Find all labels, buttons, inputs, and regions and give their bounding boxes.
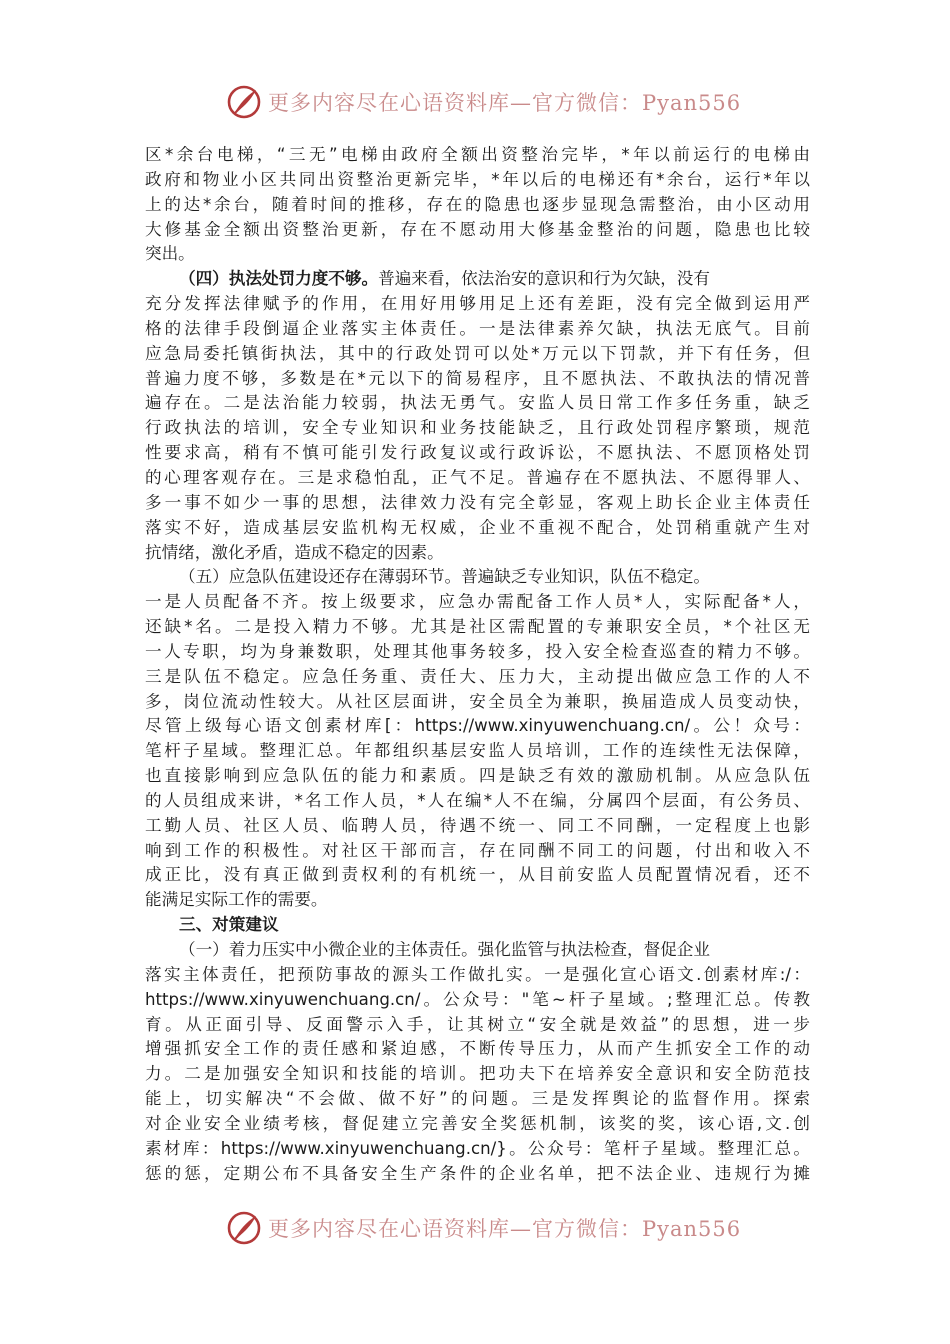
text-line: 落实不好，造成基层安监机构无权威，企业不重视不配合，处罚稍重就产生对 (145, 517, 810, 537)
text-line: 对企业安全业绩考核，督促建立完善安全奖惩机制，该奖的奖，该心语,文.创 (145, 1113, 810, 1133)
text-line: 力。二是加强安全知识和技能的培训。把功夫下在培养安全意识和安全防范技 (145, 1064, 810, 1084)
banner-text: 更多内容尽在心语资料库—官方微信：Pyan556 (268, 91, 742, 115)
text-line: 尽管上级每心语文创素材库[：https://www.xinyuwenchuang.cn/。公！众号： (145, 716, 810, 736)
section-heading-3: 三、对策建议 (179, 915, 279, 935)
paragraph-4-first-line (145, 267, 810, 292)
footer-banner (226, 1208, 742, 1248)
text-line: 政府和物业小区共同出资整治更新完毕，*年以后的电梯还有*余台，运行*年以 (145, 169, 810, 189)
text-line: 工勤人员、社区人员、临聘人员，待遇不统一、同工不同酬，一定程度上也影 (145, 815, 810, 835)
text-line: https://www.xinyuwenchuang.cn/。公众号："笔~杆子星域。;整理汇总。传教 (145, 989, 810, 1009)
text-line: 一人专职，均为身兼数职，处理其他事务较多，投入安全检查巡查的精力不够。 (145, 641, 810, 661)
text-line: 多，岗位流动性较大。从社区层面讲，安全员全为兼职，换届造成人员变动快， (145, 691, 810, 711)
text-line: 增强抓安全工作的责任感和紧迫感，不断传导压力，从而产生抓安全工作的动 (145, 1039, 810, 1059)
text-line: 能满足实际工作的需要。 (145, 890, 328, 910)
text-line: （五）应急队伍建设还存在薄弱环节。普遍缺乏专业知识，队伍不稳定。 (179, 567, 710, 587)
text-line: 应急局委托镇街执法，其中的行政处罚可以处*万元以下罚款，并下有任务，但 (145, 343, 810, 363)
text-line: 行政执法的培训，安全专业知识和业务技能缺乏，且行政处罚程序繁琐，规范 (145, 418, 810, 438)
text-line: 充分发挥法律赋予的作用，在用好用够用足上还有差距，没有完全做到运用严 (145, 294, 810, 314)
text-line: 抗情绪，激化矛盾，造成不稳定的因素。 (145, 542, 444, 562)
text-line: 成正比，没有真正做到责权利的有机统一，从目前安监人员配置情况看，还不 (145, 865, 810, 885)
text-line: 上的达*余台，随着时间的推移，存在的隐患也逐步显现急需整治，由小区动用 (145, 194, 810, 214)
text-line: 多一事不如少一事的思想，法律效力没有完全彰显，客观上助长企业主体责任 (145, 492, 810, 512)
text-line: 性要求高，稍有不慎可能引发行政复议或行政诉讼，不愿执法、不愿顶格处罚 (145, 443, 810, 463)
text-line: 育。从正面引导、反面警示入手，让其树立“安全就是效益”的思想，进一步 (145, 1014, 810, 1034)
text-line: 普遍来看，依法治安的意识和行为欠缺，没有 (378, 269, 710, 289)
text-line: （一）着力压实中小微企业的主体责任。强化监管与执法检查，督促企业 (179, 940, 710, 959)
banner-text: 更多内容尽在心语资料库—官方微信：Pyan556 (268, 1217, 742, 1241)
quill-logo-icon (226, 1210, 262, 1246)
text-line: 响到工作的积极性。对社区干部而言，存在同酬不同工的问题，付出和收入不 (145, 840, 810, 860)
text-line: 惩的惩，定期公布不具备安全生产条件的企业名单，把不法企业、违规行为摊 (145, 1163, 810, 1183)
text-line: 遍存在。二是法治能力较弱，执法无勇气。安监人员日常工作多任务重，缺乏 (145, 393, 810, 413)
text-line: 能上，切实解决“不会做、做不好”的问题。三是发挥舆论的监督作用。探索 (145, 1089, 810, 1109)
text-line: 一是人员配备不齐。按上级要求，应急办需配备工作人员*人，实际配备*人， (145, 592, 810, 612)
text-line: 普遍力度不够，多数是在*元以下的简易程序，且不愿执法、不敢执法的情况普 (145, 368, 810, 388)
text-line: 还缺*名。二是投入精力不够。尤其是社区需配置的专兼职安全员，*个社区无 (145, 617, 810, 637)
text-line: 突出。 (145, 244, 195, 264)
text-line: 也直接影响到应急队伍的能力和素质。四是缺乏有效的激励机制。从应急队伍 (145, 766, 810, 786)
text-line: 素材库：https://www.xinyuwenchuang.cn/}。公众号：笔杆子星域。整理汇总。 (145, 1138, 810, 1158)
header-banner (226, 82, 742, 122)
text-line: 落实主体责任，把预防事故的源头工作做扎实。一是强化宣心语文.创素材库:/： (145, 964, 810, 984)
text-line: 三是队伍不稳定。应急任务重、责任大、压力大，主动提出做应急工作的人不 (145, 666, 810, 686)
text-line: 区*余台电梯，“三无”电梯由政府全额出资整治完毕，*年以前运行的电梯由 (145, 145, 810, 164)
text-line: 大修基金全额出资整治更新，存在不愿动用大修基金整治的问题，隐患也比较 (145, 219, 810, 239)
section-heading-4: （四）执法处罚力度不够。 (179, 269, 379, 289)
text-line: 的人员组成来讲，*名工作人员，*人在编*人不在编，分属四个层面，有公务员、 (145, 790, 810, 810)
text-line: 格的法律手段倒逼企业落实主体责任。一是法律素养欠缺，执法无底气。目前 (145, 318, 810, 338)
text-line: 的心理客观存在。三是求稳怕乱，正气不足。普遍存在不愿执法、不愿得罪人、 (145, 467, 810, 487)
text-line: 笔杆子星域。整理汇总。年都组织基层安监人员培训，工作的连续性无法保障， (145, 741, 810, 761)
body-text (145, 143, 810, 1186)
quill-logo-icon (226, 84, 262, 120)
